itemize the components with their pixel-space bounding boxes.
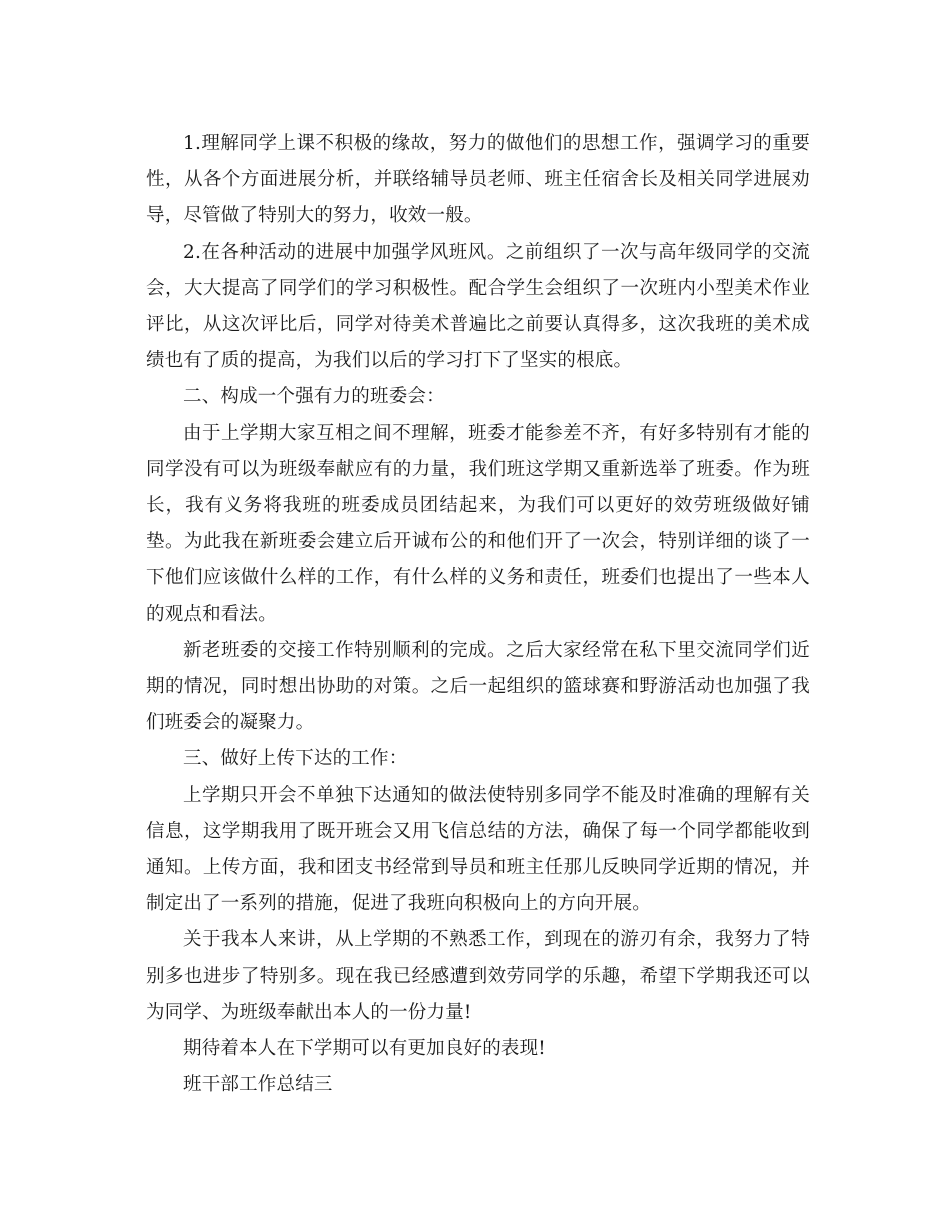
section-heading-committee: 二、构成一个强有力的班委会： [183, 386, 445, 408]
paragraph-study-attitude: 1.理解同学上课不积极的缘故，努力的做他们的思想工作，强调学习的重要性，从各个方面进展分析，并联络辅导员老师、班主任宿舍长及相关同学进展劝导，尽管做了特别大的努力，收效一般。 [146, 133, 810, 227]
paragraph-committee-election: 由于上学期大家互相之间不理解，班委才能参差不齐，有好多特别有才能的同学没有可以为班级奉献应有的力量，我们班这学期又重新选举了班委。作为班长，我有义务将我班的班委成员团结起来，为我们可以更好的效劳班级做好铺垫。为此我在新班委会建立后开诚布公的和他们开了一次会，特别详细的谈了一下他们应该做什么样的工作，有什么样的义务和责任，班委们也提出了一些本人的观点和看法。 [146, 422, 810, 625]
document-body [146, 126, 810, 1103]
section-title-summary-three: 班干部工作总结三 [183, 1074, 333, 1096]
section-heading-communication: 三、做好上传下达的工作： [183, 748, 408, 770]
paragraph-personal-growth: 关于我本人来讲，从上学期的不熟悉工作，到现在的游刃有余，我努力了特别多也进步了特别多。现在我已经感遭到效劳同学的乐趣，希望下学期我还可以为同学、为班级奉献出本人的一份力量! [146, 929, 810, 1023]
paragraph-study-style: 2.在各种活动的进展中加强学风班风。之前组织了一次与高年级同学的交流会，大大提高了同学们的学习积极性。配合学生会组织了一次班内小型美术作业评比，从这次评比后，同学对待美术普遍比之前要认真得多，这次我班的美术成绩也有了质的提高，为我们以后的学习打下了坚实的根底。 [146, 241, 810, 372]
paragraph-committee-handover: 新老班委的交接工作特别顺利的完成。之后大家经常在私下里交流同学们近期的情况，同时想出协助的对策。之后一起组织的篮球赛和野游活动也加强了我们班委会的凝聚力。 [146, 639, 810, 734]
paragraph-expectation: 期待着本人在下学期可以有更加良好的表现! [183, 1038, 546, 1060]
paragraph-communication: 上学期只开会不单独下达通知的做法使特别多同学不能及时准确的理解有关信息，这学期我用了既开班会又用飞信总结的方法，确保了每一个同学都能收到通知。上传方面，我和团支书经常到导员和班主任那儿反映同学近期的情况，并制定出了一系列的措施，促进了我班向积极向上的方向开展。 [146, 784, 810, 915]
